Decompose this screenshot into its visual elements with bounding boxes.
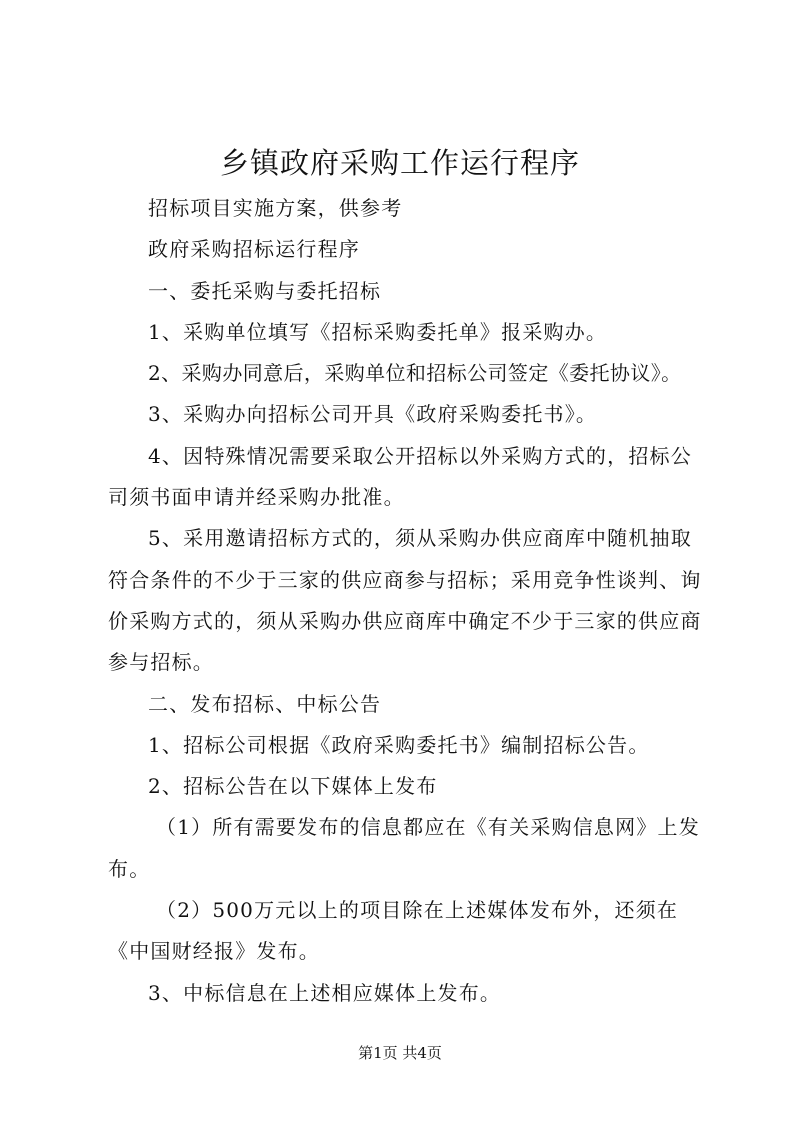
paragraph: 1、采购单位填写《招标采购委托单》报采购办。 bbox=[148, 319, 608, 344]
paragraph: 5、采用邀请招标方式的，须从采购办供应商库中随机抽取符合条件的不少于三家的供应商参与招标；采用竞争性谈判、询价采购方式的，须从采购办供应商库中确定不少于三家的供应商参与招标。 bbox=[108, 526, 702, 675]
paragraph: 2、招标公告在以下媒体上发布 bbox=[148, 774, 438, 799]
paragraph: 3、中标信息在上述相应媒体上发布。 bbox=[148, 980, 502, 1005]
paragraph: 3、采购办向招标公司开具《政府采购委托书》。 bbox=[148, 402, 598, 427]
paragraph: （2）500万元以上的项目除在上述媒体发布外，还须在《中国财经报》发布。 bbox=[108, 898, 679, 964]
document-title: 乡镇政府采购工作运行程序 bbox=[219, 146, 580, 180]
paragraph: （1）所有需要发布的信息都应在《有关采购信息网》上发布。 bbox=[108, 815, 700, 881]
page-footer: 第1页 共4页 bbox=[358, 1044, 442, 1062]
paragraph: 2、采购办同意后，采购单位和招标公司签定《委托协议》。 bbox=[148, 361, 682, 386]
paragraph-intro: 招标项目实施方案，供参考 bbox=[148, 196, 403, 220]
paragraph-subtitle: 政府采购招标运行程序 bbox=[148, 237, 360, 262]
document-body bbox=[108, 188, 708, 1014]
section-heading-2: 二、发布招标、中标公告 bbox=[148, 691, 382, 716]
section-heading-1: 一、委托采购与委托招标 bbox=[148, 278, 382, 303]
paragraph: 1、招标公司根据《政府采购委托书》编制招标公告。 bbox=[148, 732, 650, 757]
paragraph: 4、因特殊情况需要采取公开招标以外采购方式的，招标公司须书面申请并经采购办批准。 bbox=[108, 443, 692, 510]
